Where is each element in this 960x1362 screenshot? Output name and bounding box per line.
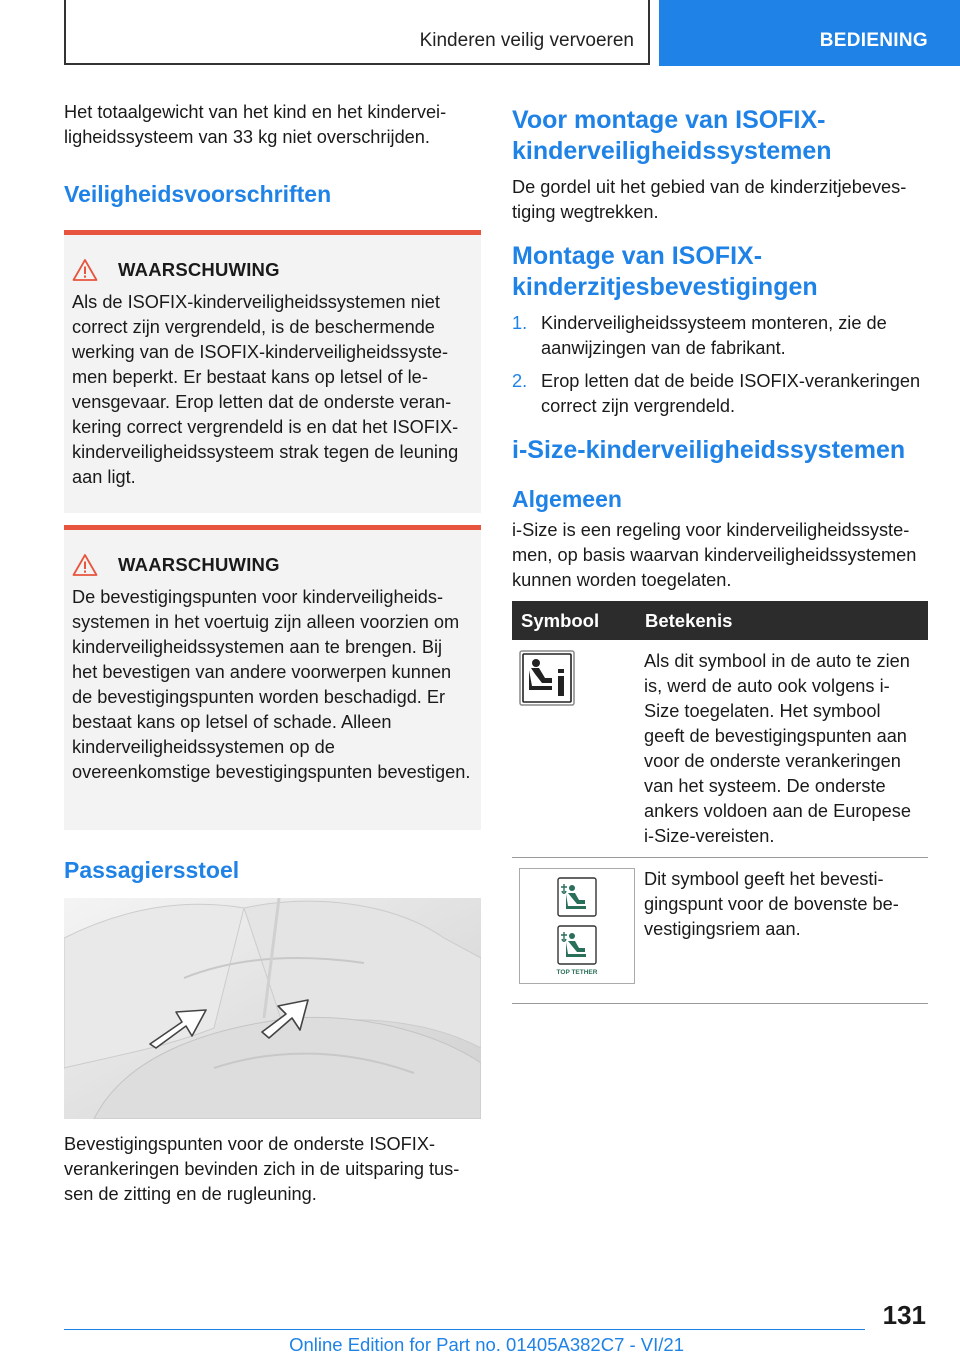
footer-divider <box>64 1329 865 1330</box>
symbol-cell <box>512 858 636 1004</box>
step-number: 1. <box>512 313 528 333</box>
intro-paragraph: Het totaalgewicht van het kind en het kinderveiligheidssysteem van 33 kg niet overschrijden. <box>64 102 447 147</box>
warning-box-2 <box>64 525 481 830</box>
page-number: 131 <box>882 1300 926 1330</box>
table-row <box>512 858 928 1004</box>
table-row <box>512 640 928 858</box>
symbol-cell <box>512 640 636 858</box>
step-number: 2. <box>512 371 528 391</box>
warning-title-2: WAARSCHUWING <box>118 554 280 575</box>
before-mount-text: De gordel uit het gebied van de kinderzitjebevestiging wegtrekken. <box>512 177 907 222</box>
mount-steps-list <box>512 311 928 419</box>
meaning-cell: Als dit symbool in de auto te zien is, werd de auto ook volgens i-Size toegelaten. Het symbool geeft de bevestigingspunten aan voor de onderste verankeringen van het systeem. De onderste ankers voldoen aan de Europese i-Size-vereisten. <box>636 640 928 858</box>
table-header-row <box>512 601 928 640</box>
safety-heading: Veiligheidsvoorschriften <box>64 181 332 207</box>
list-item <box>512 311 928 361</box>
footer-edition: Online Edition for Part no. 01405A382C7 - VI/21 <box>289 1334 684 1355</box>
right-column <box>512 100 928 1004</box>
header-chapter-tab <box>659 0 960 66</box>
warning-header-2 <box>72 553 471 577</box>
step-text: Erop letten dat de beide ISOFIX-verankeringen correct zijn vergrendeld. <box>541 371 921 416</box>
warning-header-1 <box>72 258 471 282</box>
general-text: i-Size is een regeling voor kinderveiligheidssystemen, op basis waarvan kinderveiligheidssystemen kunnen worden toegelaten. <box>512 520 917 590</box>
photo-caption: Bevestigingspunten voor de onderste ISOFIX-verankeringen bevinden zich in de uitsparing tussen de zitting en de rugleuning. <box>64 1134 460 1204</box>
list-item <box>512 369 928 419</box>
seat-anchor-photo <box>64 898 481 1119</box>
column-header-symbol: Symbool <box>512 601 636 640</box>
meaning-cell: Dit symbool geeft het bevestigingspunt voor de bovenste bevestigingsriem aan. <box>636 858 928 1004</box>
general-heading: Algemeen <box>512 486 622 512</box>
warning-triangle-icon <box>72 258 98 282</box>
left-column <box>64 100 481 1207</box>
symbol-table <box>512 601 928 1004</box>
isize-heading: i-Size-kinderveiligheidssystemen <box>512 436 906 464</box>
warning-text-2: De bevestigingspunten voor kinderveiligheidssystemen in het voertuig zijn alleen voorzien om kinderveiligheidssystemen aan te brengen. Bij het bevestigen van andere voorwerpen kunnen de bevestigingspunten worden beschadigd. Er bestaat kans op letsel of schade. Alleen kinderveiligheidssystemen op de overeenkomstige bevestigingspunten bevestigen. <box>72 587 471 782</box>
header-chapter-title: BEDIENING <box>819 30 928 51</box>
header-section-title: Kinderen veilig vervoeren <box>419 30 634 51</box>
step-text: Kinderveiligheidssysteem monteren, zie de aanwijzingen van de fabrikant. <box>541 313 887 358</box>
passenger-heading: Passagiersstoel <box>64 857 240 883</box>
seat-illustration <box>64 898 481 1119</box>
warning-triangle-icon <box>72 553 98 577</box>
warning-text-1: Als de ISOFIX-kinderveiligheidssystemen niet correct zijn vergrendeld, is de beschermende werking van de ISOFIX-kinderveiligheidssystemen beperkt. Er bestaat kans op letsel of levensgevaar. Erop letten dat de onderste verankering correct vergrendeld is en dat het ISOFIX-kinderveiligheidssysteem strak tegen de leuning aan ligt. <box>72 292 459 487</box>
isize-child-seat-icon <box>519 650 575 706</box>
before-mount-heading: Voor montage van ISOFIX-kinderveiligheidssystemen <box>512 106 832 165</box>
top-tether-icon <box>519 868 635 984</box>
header-section-tab <box>64 0 650 65</box>
warning-title-1: WAARSCHUWING <box>118 259 280 280</box>
column-header-meaning: Betekenis <box>636 601 928 640</box>
top-tether-label: TOP TETHER <box>556 969 598 976</box>
mount-heading: Montage van ISOFIX-kinderzitjesbevestigingen <box>512 242 818 301</box>
warning-box-1 <box>64 230 481 513</box>
